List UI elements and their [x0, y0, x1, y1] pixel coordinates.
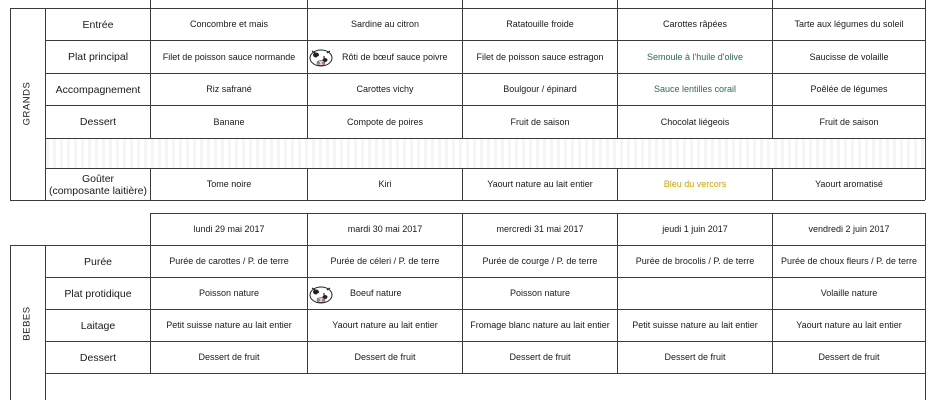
row-label-accompagnement: Accompagnement [55, 83, 141, 96]
date-header: mardi 30 mai 2017 [347, 224, 423, 234]
col-divider [925, 213, 926, 400]
menu-cell: Petit suisse nature au lait entier [166, 320, 292, 330]
row-label-laitage: Laitage [80, 319, 116, 332]
menu-cell: Concombre et mais [189, 19, 269, 29]
menu-cell-text: Rôti de bœuf sauce poivre [342, 51, 448, 62]
menu-cell: Fruit de saison [819, 116, 879, 127]
row-label-plat-protidique: Plat protidique [64, 287, 132, 300]
menu-cell: Yaourt nature au lait entier [487, 179, 593, 189]
section-label-grands: GRANDS [21, 81, 33, 126]
menu-cell: Banane [213, 116, 245, 127]
menu-cell: Tome noire [206, 179, 252, 189]
menu-cell-with-icon [308, 278, 462, 309]
menu-cell: Dessert de fruit [509, 352, 571, 362]
cow-icon [308, 46, 334, 68]
menu-cell: Purée de carottes / P. de terre [169, 256, 289, 266]
menu-cell: Yaourt nature au lait entier [332, 320, 438, 330]
menu-cell: Ratatouille froide [506, 19, 574, 29]
row-label-plat-principal: Plat principal [67, 51, 129, 63]
cow-icon [308, 283, 334, 305]
menu-cell-text: Boeuf nature [350, 288, 402, 298]
menu-cell: Compote de poires [346, 116, 424, 127]
menu-cell: Petit suisse nature au lait entier [632, 320, 758, 330]
menu-cell: Chocolat liégeois [660, 116, 730, 127]
menu-cell: Kiri [378, 179, 392, 189]
menu-cell: Saucisse de volaille [809, 51, 889, 62]
menu-cell-with-icon [308, 41, 462, 73]
col-divider [10, 8, 11, 200]
menu-cell: Dessert de fruit [818, 352, 880, 362]
menu-cell: Purée de courge / P. de terre [482, 256, 598, 266]
menu-cell: Dessert de fruit [664, 352, 726, 362]
row-label-puree: Purée [83, 255, 113, 268]
menu-cell-highlight-yellow: Bleu du vercors [663, 179, 727, 189]
menu-cell: Purée de choux fleurs / P. de terre [781, 256, 917, 266]
menu-cell: Poêlée de légumes [810, 84, 888, 94]
menu-cell: Riz safrané [206, 84, 252, 94]
menu-cell: Filet de poisson sauce normande [162, 51, 296, 62]
menu-cell: Fruit de saison [510, 116, 570, 127]
menu-cell: Dessert de fruit [198, 352, 260, 362]
gouter-label-line1: Goûter [81, 172, 115, 185]
menu-cell-empty [618, 278, 772, 309]
menu-cell: Boulgour / épinard [503, 84, 577, 94]
menu-cell-highlight-green: Sauce lentilles corail [653, 84, 737, 94]
menu-cell: Tarte aux légumes du soleil [794, 19, 904, 29]
menu-cell: Carottes vichy [356, 84, 414, 94]
menu-cell: Purée de brocolis / P. de terre [635, 256, 755, 266]
menu-cell: Fromage blanc nature au lait entier [470, 320, 610, 330]
menu-cell: Yaourt nature au lait entier [796, 320, 902, 330]
menu-cell: Sardine au citron [350, 19, 420, 29]
menu-cell-highlight-green: Semoule à l'huile d'olive [647, 51, 743, 62]
section-label-bebes: BEBES [21, 306, 33, 341]
date-header: jeudi 1 juin 2017 [662, 224, 728, 234]
menu-cell: Filet de poisson sauce estragon [476, 51, 604, 62]
col-divider [10, 245, 11, 400]
menu-cell: Volaille nature [820, 288, 878, 298]
row-label-dessert-bebe: Dessert [79, 351, 117, 364]
menu-cell: Yaourt aromatisé [815, 179, 883, 189]
empty-band [46, 139, 924, 168]
menu-cell: Poisson nature [198, 288, 260, 298]
row-divider [45, 373, 925, 374]
row-divider [10, 200, 925, 201]
menu-cell: Dessert de fruit [354, 352, 416, 362]
col-divider [925, 0, 926, 200]
date-header: lundi 29 mai 2017 [193, 224, 265, 234]
row-label-entree: Entrée [82, 18, 114, 31]
row-label-dessert: Dessert [79, 116, 117, 128]
menu-cell: Carottes râpées [662, 19, 728, 29]
menu-cell: Poisson nature [509, 288, 571, 298]
gouter-label-line2: (composante laitière) [48, 184, 148, 197]
date-header: vendredi 2 juin 2017 [808, 224, 890, 234]
date-header: mercredi 31 mai 2017 [496, 224, 584, 234]
row-label-gouter [46, 169, 150, 200]
menu-cell: Purée de céleri / P. de terre [330, 256, 440, 266]
